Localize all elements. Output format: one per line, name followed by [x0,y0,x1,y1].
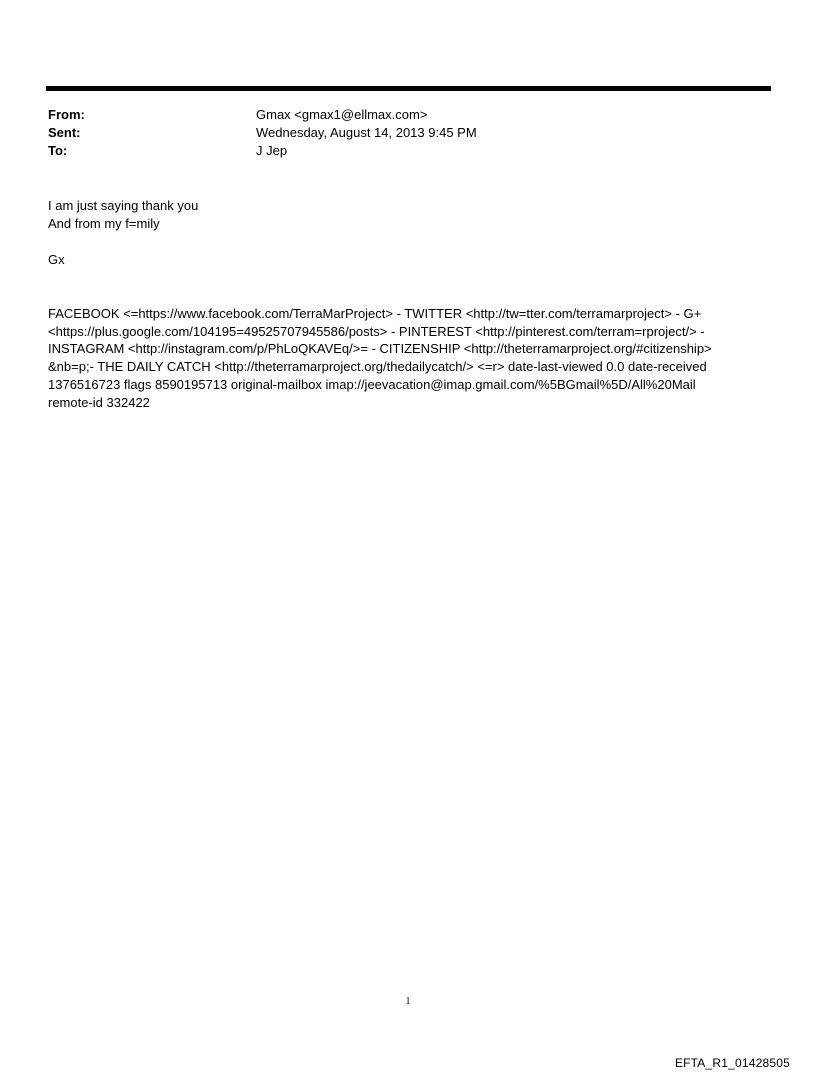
from-label: From: [48,107,85,122]
footer-line: 1376516723 flags 8590195713 original-mailbox imap://jeevacation@imap.gmail.com/%5BGmail%5D/All%20Mail [48,376,696,392]
to-label: To: [48,143,68,158]
footer-line: &nb=p;- THE DAILY CATCH <http://theterramarproject.org/thedailycatch/> <=r> date-last-viewed 0.0 date-received [48,359,707,375]
footer-line: <https://plus.google.com/104195=49525707945586/posts> - PINTEREST <http://pinterest.com/terram=rproject/> - [48,323,705,339]
header-divider [46,86,771,91]
sent-row [48,124,748,142]
email-header [48,106,748,160]
sent-label: Sent: [48,125,81,140]
from-value: Gmax <gmax1@ellmax.com> [256,107,428,122]
footer-line: FACEBOOK <=https://www.facebook.com/TerraMarProject> - TWITTER <http://tw=tter.com/terramarproject> - G+ [48,306,702,321]
to-row [48,142,748,160]
document-id: EFTA_R1_01428505 [674,1056,790,1070]
footer-line: remote-id 332422 [48,394,150,410]
to-value: J Jep [256,143,288,158]
email-signoff: Gx [48,252,65,267]
from-row [48,106,748,124]
body-line: And from my f=mily [48,216,160,231]
email-body [48,197,758,233]
footer-links-block [48,305,763,411]
body-line: I am just saying thank you [48,198,199,213]
page-number: 1 [405,996,411,1007]
sent-value: Wednesday, August 14, 2013 9:45 PM [256,125,477,140]
footer-line: INSTAGRAM <http://instagram.com/p/PhLoQKAVEq/>= - CITIZENSHIP <http://theterramarproject.org/#citizenship> [48,341,712,357]
